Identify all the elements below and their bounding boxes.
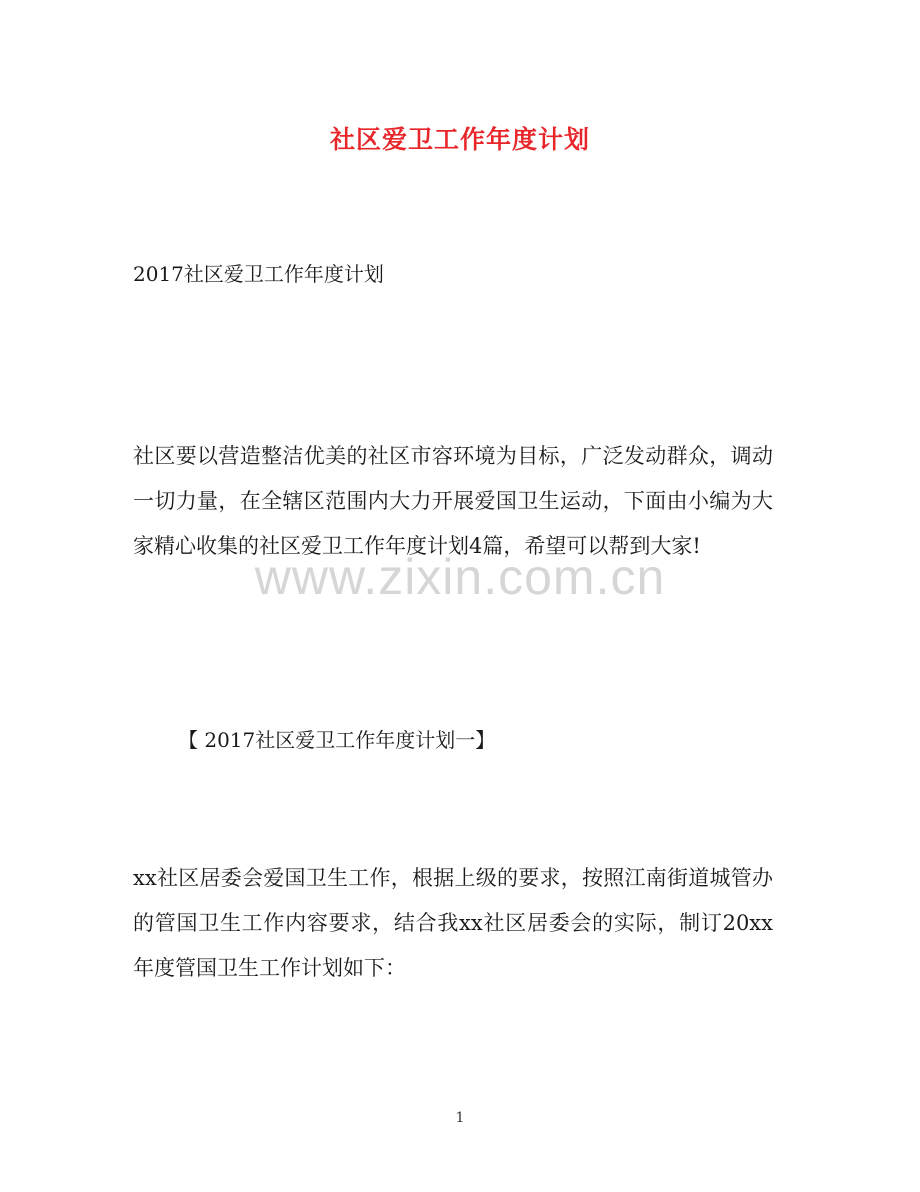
page-number: 1 [455, 1110, 465, 1126]
document-subtitle: 2017社区爱卫工作年度计划 [133, 262, 384, 286]
body-paragraph: xx社区居委会爱国卫生工作，根据上级的要求，按照江南街道城管办的管国卫生工作内容要求，结合我xx社区居委会的实际，制订20xx年度管国卫生工作计划如下： [133, 866, 773, 980]
document-title: 社区爱卫工作年度计划 [329, 125, 590, 154]
section-heading: 【 2017社区爱卫工作年度计划一】 [178, 728, 496, 752]
watermark-text: www.zixin.com.cn [254, 549, 666, 605]
intro-paragraph: 社区要以营造整洁优美的社区市容环境为目标，广泛发动群众，调动一切力量，在全辖区范围内大力开展爱国卫生运动，下面由小编为大家精心收集的社区爱卫工作年度计划4篇，希望可以帮到大家! [133, 444, 773, 558]
